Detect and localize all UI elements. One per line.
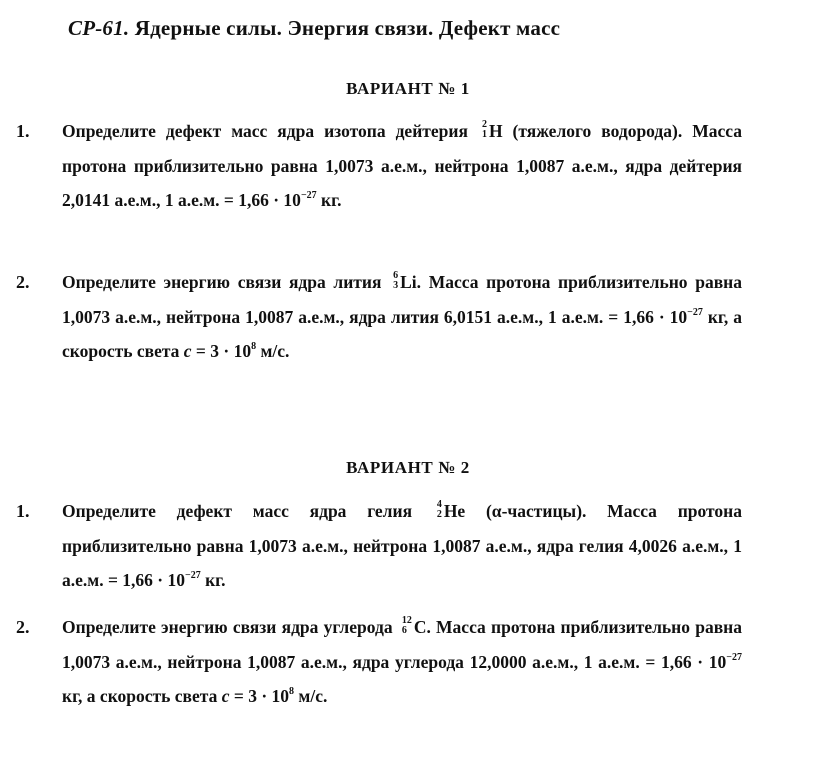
v1-task-2-number: 2. [16, 272, 30, 292]
v2-task-2-number: 2. [16, 617, 30, 637]
v2-task-1-number: 1. [16, 501, 30, 521]
isotope-notation: 12 6 [401, 614, 412, 636]
v2-task-1-text: Определите дефект масс ядра гелия 4 2 He (α-частицы). Масса протона приблизительно равна 1,0073 а.е.м., нейтрона 1,0087 а.е.м., ядра гелия 4,0026 а.е.м., 1 а.е.м. = $1,66 \cdot 10^{-27}$ кг. [62, 498, 742, 590]
v1-task-1-number: 1. [16, 121, 30, 141]
variant-2-heading: ВАРИАНТ № 2 [346, 458, 470, 477]
isotope-notation: 6 3 [393, 269, 399, 291]
v1-task-1-text: Определите дефект масс ядра изотопа дейтерия 2 1 H (тяжелого водорода). Масса протона приблизительно равна 1,0073 а.е.м., нейтрона 1,0087 а.е.м., ядра дейтерия 2,0141 а.е.м., 1 а.е.м. = $1,66 \cdot 10^{-27}$ кг. [62, 118, 742, 210]
isotope-notation: 4 2 [436, 498, 442, 520]
worksheet-code: СР-61. [68, 16, 130, 40]
worksheet-title [68, 16, 560, 41]
isotope-notation: 2 1 [481, 118, 487, 140]
variant-1-heading: ВАРИАНТ № 1 [346, 79, 470, 98]
v2-task-2-text: Определите энергию связи ядра углерода 12 6 C. Масса протона приблизительно равна 1,0073 а.е.м., нейтрона 1,0087 а.е.м., ядра углерода 12,0000 а.е.м., 1 а.е.м. = $1,66 \cdot 10^{-27}$ кг, а скорость света $c = 3 \cdot 10^8$ м/с. [62, 614, 742, 706]
worksheet-topic: Ядерные силы. Энергия связи. Дефект масс [129, 16, 561, 40]
v1-task-2-text: Определите энергию связи ядра лития 6 3 Li. Масса протона приблизительно равна 1,0073 а.е.м., нейтрона 1,0087 а.е.м., ядра лития 6,0151 а.е.м., 1 а.е.м. = $1,66 \cdot 10^{-27}$ кг, а скорость света $c = 3 \cdot 10^8$ м/с. [62, 269, 742, 361]
